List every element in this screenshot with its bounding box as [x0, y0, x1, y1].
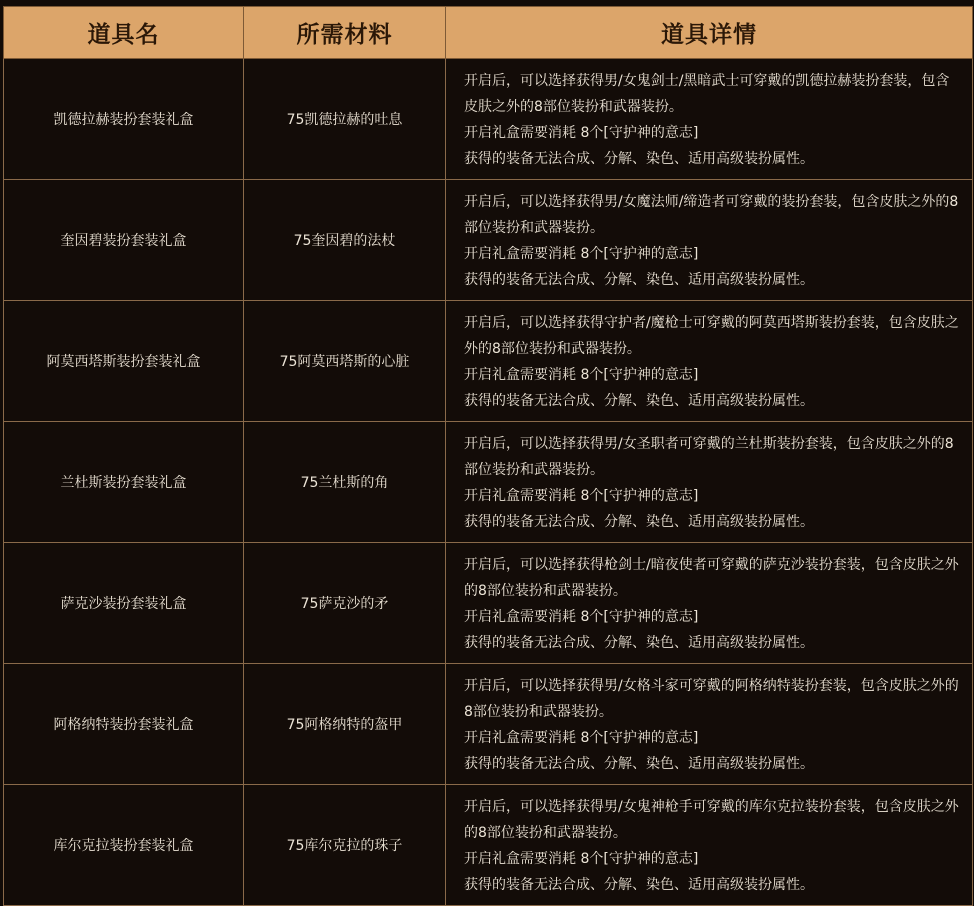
- item-name-cell: [4, 543, 244, 664]
- item-name-cell: [4, 301, 244, 422]
- details-cell: [446, 785, 973, 906]
- material-cell: [244, 785, 446, 906]
- details-cell: [446, 301, 973, 422]
- detail-description: 开启后，可以选择获得枪剑士/暗夜使者可穿戴的萨克沙装扮套装，包含皮肤之外的8部位装扮和武器装扮。: [464, 557, 959, 599]
- table-row: [4, 664, 973, 785]
- item-material: 75阿格纳特的盔甲: [286, 717, 403, 733]
- item-name: 阿莫西塔斯装扮套装礼盒: [46, 354, 201, 370]
- item-material: 75奎因碧的法杖: [293, 233, 396, 249]
- item-name-cell: [4, 422, 244, 543]
- detail-restriction: 获得的装备无法合成、分解、染色、适用高级装扮属性。: [464, 272, 814, 288]
- header-materials: 所需材料: [244, 7, 446, 59]
- details-cell: [446, 664, 973, 785]
- table-header: [4, 7, 973, 59]
- material-cell: [244, 664, 446, 785]
- item-name: 奎因碧装扮套装礼盒: [60, 233, 187, 249]
- details-cell: [446, 59, 973, 180]
- detail-cost: 开启礼盒需要消耗 8个[守护神的意志]: [464, 488, 699, 504]
- material-cell: [244, 422, 446, 543]
- table-row: [4, 422, 973, 543]
- item-material: 75兰杜斯的角: [300, 475, 389, 491]
- table-row: [4, 543, 973, 664]
- detail-cost: 开启礼盒需要消耗 8个[守护神的意志]: [464, 730, 699, 746]
- detail-restriction: 获得的装备无法合成、分解、染色、适用高级装扮属性。: [464, 393, 814, 409]
- item-name-cell: [4, 785, 244, 906]
- item-material: 75萨克沙的矛: [300, 596, 389, 612]
- detail-cost: 开启礼盒需要消耗 8个[守护神的意志]: [464, 609, 699, 625]
- item-material: 75凯德拉赫的吐息: [286, 112, 403, 128]
- material-cell: [244, 543, 446, 664]
- detail-cost: 开启礼盒需要消耗 8个[守护神的意志]: [464, 246, 699, 262]
- detail-restriction: 获得的装备无法合成、分解、染色、适用高级装扮属性。: [464, 151, 814, 167]
- details-cell: [446, 543, 973, 664]
- table-row: [4, 59, 973, 180]
- details-cell: [446, 422, 973, 543]
- detail-cost: 开启礼盒需要消耗 8个[守护神的意志]: [464, 367, 699, 383]
- header-item-name: 道具名: [4, 7, 244, 59]
- detail-description: 开启后，可以选择获得男/女魔法师/缔造者可穿戴的装扮套装，包含皮肤之外的8部位装扮和武器装扮。: [464, 194, 959, 236]
- item-name-cell: [4, 59, 244, 180]
- material-cell: [244, 180, 446, 301]
- details-cell: [446, 180, 973, 301]
- item-table: [3, 6, 973, 906]
- detail-description: 开启后，可以选择获得男/女鬼剑士/黑暗武士可穿戴的凯德拉赫装扮套装，包含皮肤之外的8部位装扮和武器装扮。: [464, 73, 950, 115]
- detail-cost: 开启礼盒需要消耗 8个[守护神的意志]: [464, 125, 699, 141]
- material-cell: [244, 59, 446, 180]
- detail-description: 开启后，可以选择获得男/女格斗家可穿戴的阿格纳特装扮套装，包含皮肤之外的8部位装扮和武器装扮。: [464, 678, 959, 720]
- item-name: 兰杜斯装扮套装礼盒: [60, 475, 187, 491]
- detail-description: 开启后，可以选择获得男/女圣职者可穿戴的兰杜斯装扮套装，包含皮肤之外的8部位装扮和武器装扮。: [464, 436, 954, 478]
- item-name: 凯德拉赫装扮套装礼盒: [53, 112, 194, 128]
- item-name: 库尔克拉装扮套装礼盒: [53, 838, 194, 854]
- item-name-cell: [4, 664, 244, 785]
- detail-cost: 开启礼盒需要消耗 8个[守护神的意志]: [464, 851, 699, 867]
- table-row: [4, 301, 973, 422]
- item-name-cell: [4, 180, 244, 301]
- header-row: [4, 7, 973, 59]
- detail-restriction: 获得的装备无法合成、分解、染色、适用高级装扮属性。: [464, 756, 814, 772]
- table-row: [4, 785, 973, 906]
- detail-restriction: 获得的装备无法合成、分解、染色、适用高级装扮属性。: [464, 514, 814, 530]
- detail-restriction: 获得的装备无法合成、分解、染色、适用高级装扮属性。: [464, 877, 814, 893]
- item-name: 萨克沙装扮套装礼盒: [60, 596, 187, 612]
- detail-restriction: 获得的装备无法合成、分解、染色、适用高级装扮属性。: [464, 635, 814, 651]
- header-item-details: 道具详情: [446, 7, 973, 59]
- material-cell: [244, 301, 446, 422]
- item-material: 75库尔克拉的珠子: [286, 838, 403, 854]
- detail-description: 开启后，可以选择获得守护者/魔枪士可穿戴的阿莫西塔斯装扮套装，包含皮肤之外的8部位装扮和武器装扮。: [464, 315, 959, 357]
- detail-description: 开启后，可以选择获得男/女鬼神枪手可穿戴的库尔克拉装扮套装，包含皮肤之外的8部位装扮和武器装扮。: [464, 799, 959, 841]
- table-body: [4, 59, 973, 906]
- item-material: 75阿莫西塔斯的心脏: [279, 354, 410, 370]
- item-name: 阿格纳特装扮套装礼盒: [53, 717, 194, 733]
- table-row: [4, 180, 973, 301]
